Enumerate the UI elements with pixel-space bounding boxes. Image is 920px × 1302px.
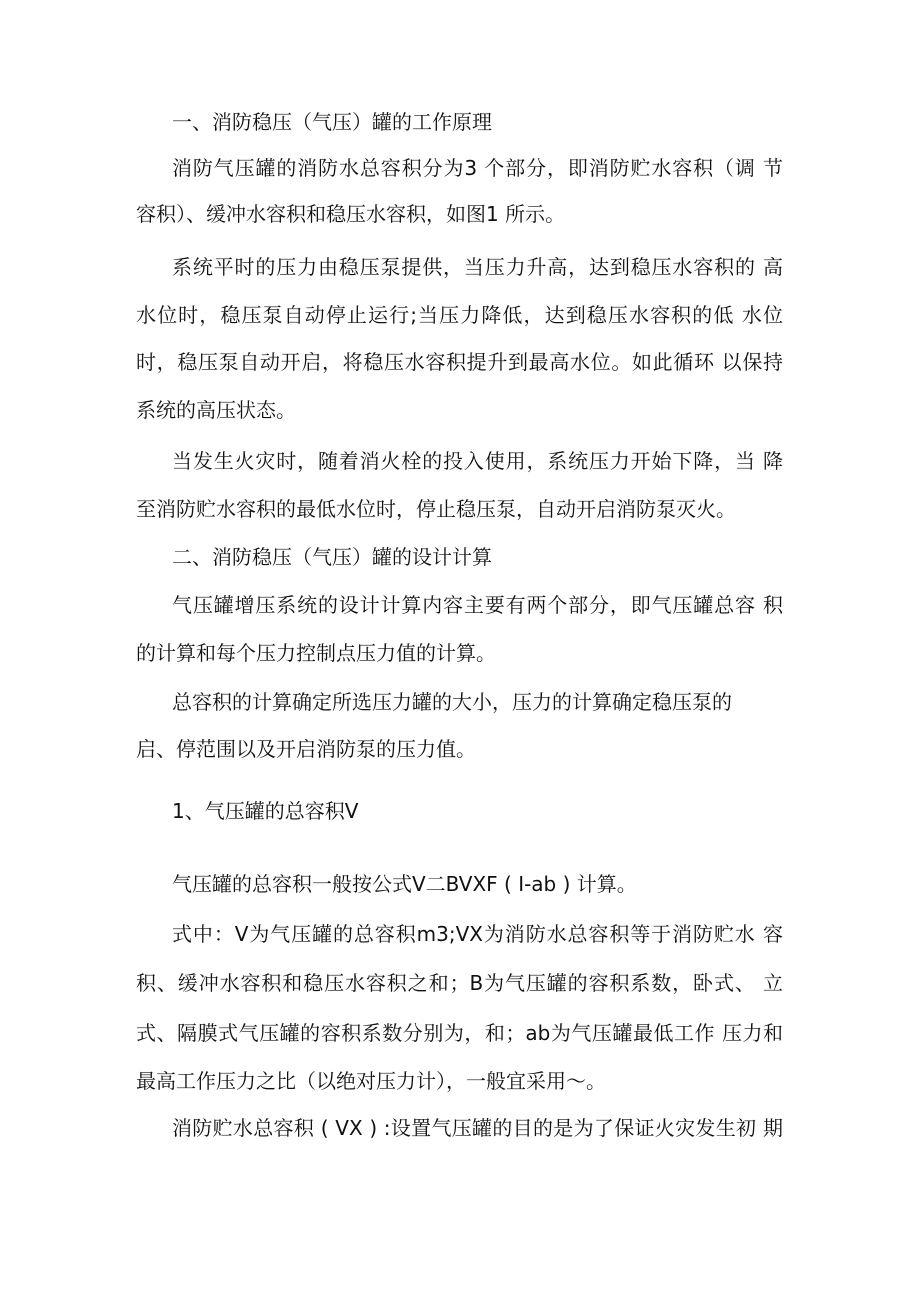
- paragraph-line: 容积）、缓冲水容积和稳压水容积，如图1 所示。: [136, 202, 566, 226]
- paragraph-line: 式中：V为气压罐的总容积m3;VX为消防水总容积等于消防贮水 容: [172, 922, 783, 946]
- paragraph-line: 至消防贮水容积的最低水位时，停止稳压泵，自动开启消防泵灭火。: [136, 497, 736, 521]
- section-heading-2: 二、消防稳压（气压）罐的设计计算: [172, 545, 492, 569]
- paragraph-line: 最高工作压力之比（以绝对压力计），一般宜采用～。: [136, 1069, 606, 1093]
- section-heading-1: 一、消防稳压（气压）罐的工作原理: [172, 110, 492, 134]
- formula-line: 气压罐的总容积一般按公式V二BVXF ( I-ab ) 计算。: [172, 872, 637, 896]
- paragraph-line: 气压罐增压系统的设计计算内容主要有两个部分，即气压罐总容 积: [172, 593, 783, 617]
- paragraph-line: 积、缓冲水容积和稳压水容积之和；B为气压罐的容积系数，卧式、 立: [136, 971, 783, 995]
- paragraph-line: 系统平时的压力由稳压泵提供，当压力升高，达到稳压水容积的 高: [172, 255, 783, 279]
- paragraph-line: 总容积的计算确定所选压力罐的大小，压力的计算确定稳压泵的: [172, 690, 732, 714]
- paragraph-line: 式、隔膜式气压罐的容积系数分别为，和；ab为气压罐最低工作 压力和: [136, 1021, 783, 1045]
- paragraph-line: 的计算和每个压力控制点压力值的计算。: [136, 641, 496, 665]
- paragraph-line: 系统的高压状态。: [136, 398, 296, 422]
- paragraph-line: 当发生火灾时，随着消火栓的投入使用，系统压力开始下降，当 降: [172, 449, 783, 473]
- paragraph-line: 消防贮水总容积 ( VX ) :设置气压罐的目的是为了保证火灾发生初 期: [172, 1116, 783, 1140]
- paragraph-line: 水位时，稳压泵自动停止运行;当压力降低，达到稳压水容积的低 水位: [136, 303, 783, 327]
- paragraph-line: 时，稳压泵自动开启，将稳压水容积提升到最高水位。如此循环 以保持: [136, 350, 783, 374]
- paragraph-line: 启、停范围以及开启消防泵的压力值。: [136, 737, 476, 761]
- subsection-heading: 1、气压罐的总容积V: [172, 799, 359, 823]
- paragraph-line: 消防气压罐的消防水总容积分为3 个部分，即消防贮水容积（调 节: [172, 156, 783, 180]
